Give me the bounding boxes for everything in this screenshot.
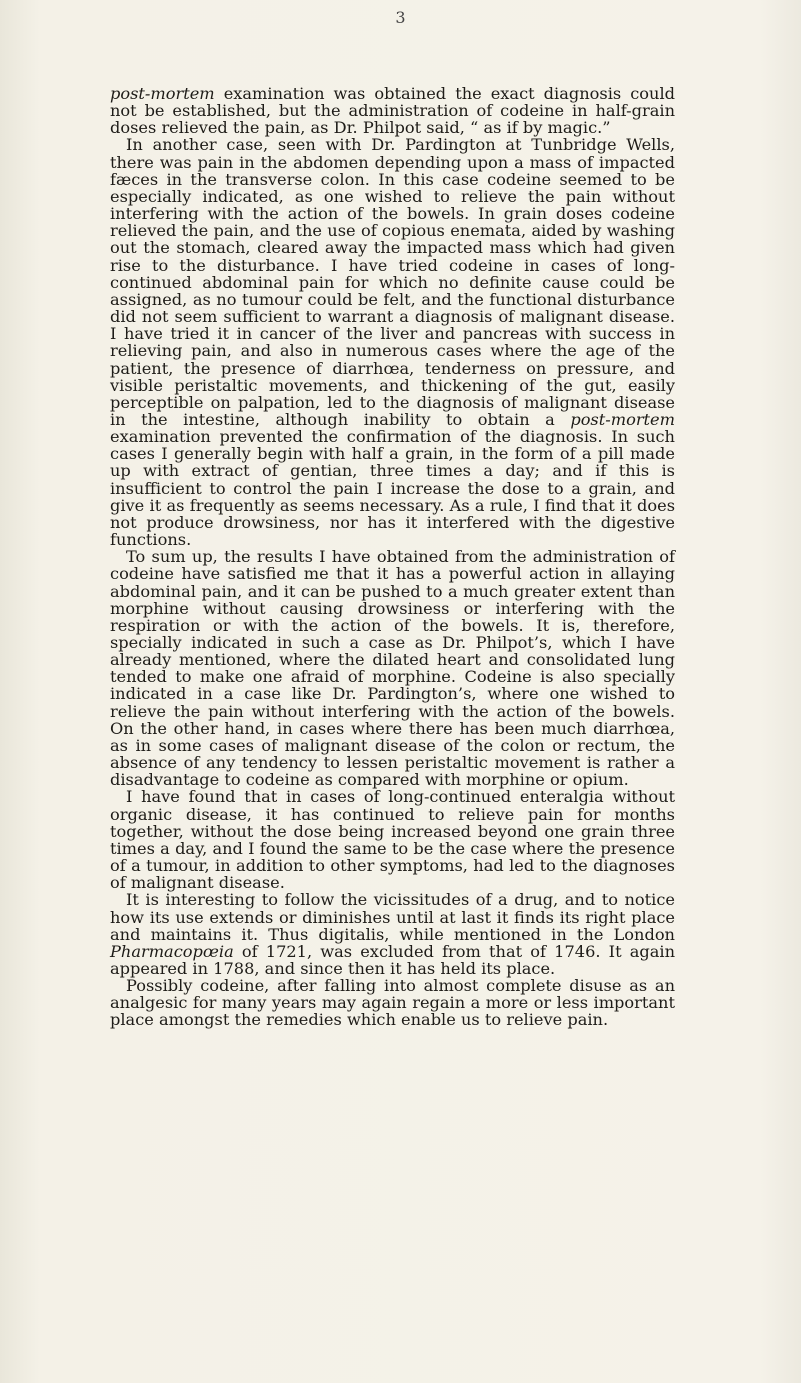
paragraph-text-continued: examination prevented the confirmation of the diagnosis. In such cases I generally begin with half a grain, in the form of a pill made up with extract of gentian, three times a day; and if this is insufficient to control the pain I increase the dose to a grain, and give it as frequently as seems necessary. As a rule, I find that it does not produce drowsiness, nor has it interfered with the digestive functions. <box>110 427 675 550</box>
paragraph-text: I have found that in cases of long-continued enteralgia without organic disease, it has continued to relieve pain for months together, without the dose being increased beyond one grain three times a day, and I found the same to be the case where the presence of a tumour, in addition to other symptoms, had led to the diagnoses of malignant disease. <box>110 787 675 893</box>
paragraph-text: To sum up, the results I have obtained from the administration of codeine have satisfied me that it has a powerful action in allaying abdominal pain, and it can be pushed to a much greater extent than morphine without causing drowsiness or interfering with the respiration or with the action of the bowels. It is, therefore, specially indicated in such a case as Dr. Philpot’s, which I have already mentioned, where the dilated heart and consolidated lung tended to make one afraid of morphine. Codeine is also specially indicated in a case like Dr. Pardington’s, where one wished to relieve the pain without interfering with the action of the bowels. On the other hand, in cases where there has been much diarrhœa, as in some cases of malignant disease of the colon or rectum, the absence of any tendency to lessen peristaltic movement is rather a disadvantage to codeine as compared with morphine or opium. <box>110 547 675 790</box>
paragraph-text-continued: of 1721, was excluded from that of 1746. It again appeared in 1788, and since then it has held its place. <box>110 941 675 978</box>
paragraph-text: In another case, seen with Dr. Pardington at Tunbridge Wells, there was pain in the abdomen depending upon a mass of impacted fæces in the transverse colon. In this case codeine seemed to be especially indicated, as one wished to relieve the pain without interfering with the action of the bowels. In grain doses codeine relieved the pain, and the use of copious enemata, aided by washing out the stomach, cleared away the impacted mass which had given rise to the disturbance. I have tried codeine in cases of long-continued abdominal pain for which no definite cause could be assigned, as no tumour could be felt, and the functional disturbance did not seem sufficient to warrant a diagnosis of malignant disease. I have tried it in cancer of the liver and pancreas with success in relieving pain, and also in numerous cases where the age of the patient, the presence of diarrhœa, tenderness on pressure, and visible peristaltic movements, and thickening of the gut, easily perceptible on palpation, led to the diagnosis of malignant disease in the intestine, although inability to obtain a <box>110 135 675 429</box>
paragraph-4 <box>110 788 675 891</box>
paragraph-text: Possibly codeine, after falling into almost complete disuse as an analgesic for many years may again regain a more or less important place amongst the remedies which enable us to relieve pain. <box>110 976 675 1030</box>
paragraph-3 <box>110 548 675 788</box>
paragraph-1 <box>110 85 675 136</box>
paragraph-text: It is interesting to follow the vicissitudes of a drug, and to notice how its use extends or diminishes until at last it finds its right place and maintains it. Thus digitalis, while mentioned in the London <box>110 890 675 944</box>
italic-term: post-mortem <box>110 84 215 103</box>
paragraph-6 <box>110 977 675 1028</box>
paragraph-5 <box>110 891 675 977</box>
page-number: 3 <box>395 8 406 27</box>
italic-term: Pharmacopœia <box>110 941 234 961</box>
paragraph-2 <box>110 136 675 548</box>
article-body <box>110 85 675 1029</box>
italic-term: post-mortem <box>570 409 675 429</box>
paragraph-text: examination was obtained the exact diagnosis could not be established, but the administration of codeine in half-grain doses relieved the pain, as Dr. Philpot said, “ as if by magic.” <box>110 84 675 138</box>
